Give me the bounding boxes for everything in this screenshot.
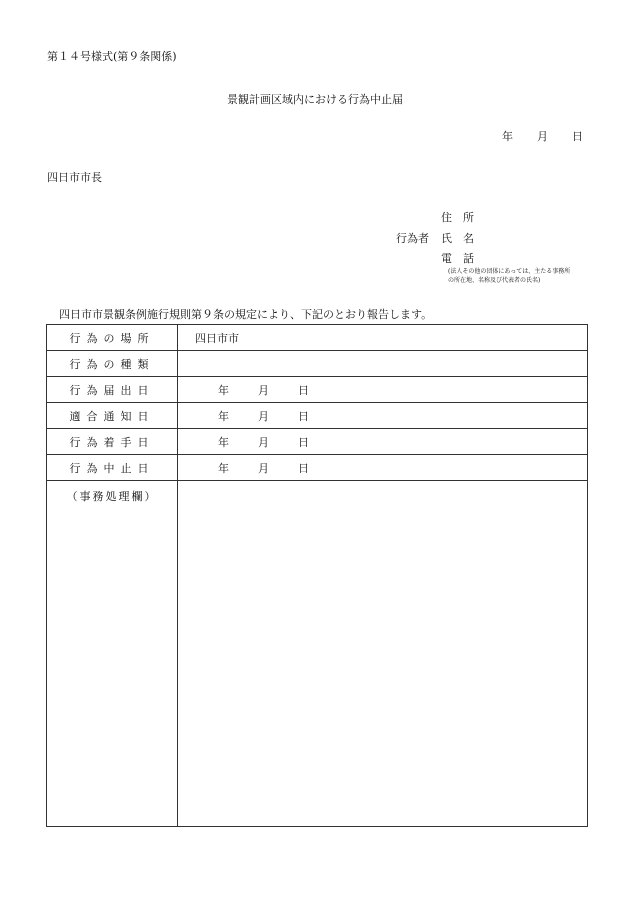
month-label: 月: [258, 409, 269, 423]
location-value[interactable]: 四日市市: [178, 325, 588, 351]
stop-date-value[interactable]: [178, 455, 588, 481]
table-row: [47, 351, 588, 377]
row-label-notification-date: 行為届出日: [47, 377, 178, 403]
day-label: 日: [298, 435, 309, 449]
month-label: 月: [258, 461, 269, 475]
year-label: 年: [218, 409, 229, 423]
day-label: 日: [298, 383, 309, 397]
table-row: [47, 325, 588, 351]
addressee: 四日市市長: [47, 171, 102, 184]
row-label-type: 行為の種類: [47, 351, 178, 377]
phone-label: 電 話: [441, 252, 474, 265]
table-row: [47, 403, 588, 429]
table-row: [47, 455, 588, 481]
office-use-field[interactable]: [178, 481, 588, 827]
row-label-stop-date: 行為中止日: [47, 455, 178, 481]
table-row: [47, 377, 588, 403]
date-year-label: 年: [502, 130, 513, 143]
conformity-date-value[interactable]: [178, 403, 588, 429]
document-title: 景観計画区域内における行為中止届: [227, 93, 403, 106]
office-use-row: [47, 481, 588, 827]
start-date-value[interactable]: [178, 429, 588, 455]
month-label: 月: [258, 435, 269, 449]
year-label: 年: [218, 435, 229, 449]
month-label: 月: [258, 383, 269, 397]
type-value[interactable]: [178, 351, 588, 377]
day-label: 日: [298, 461, 309, 475]
address-label: 住 所: [441, 211, 474, 224]
table-row: [47, 429, 588, 455]
date-month-label: 月: [537, 130, 548, 143]
year-label: 年: [218, 461, 229, 475]
row-label-start-date: 行為着手日: [47, 429, 178, 455]
applicant-note-line2: の所在地、名称及び代表者の氏名): [448, 277, 541, 284]
row-label-conformity-date: 適合通知日: [47, 403, 178, 429]
day-label: 日: [298, 409, 309, 423]
applicant-label: 行為者: [396, 232, 429, 245]
office-use-label: （事務処理欄）: [47, 481, 178, 827]
date-day-label: 日: [572, 130, 583, 143]
notification-date-value[interactable]: [178, 377, 588, 403]
year-label: 年: [218, 383, 229, 397]
applicant-note-line1: (法人その他の団体にあっては、主たる事務所: [448, 268, 571, 275]
report-form-table: [46, 324, 588, 827]
name-label: 氏 名: [441, 232, 474, 245]
form-number: 第１４号様式(第９条関係): [47, 50, 177, 63]
row-label-location: 行為の場所: [47, 325, 178, 351]
statement-text: 四日市市景観条例施行規則第９条の規定により、下記のとおり報告します。: [59, 308, 433, 321]
